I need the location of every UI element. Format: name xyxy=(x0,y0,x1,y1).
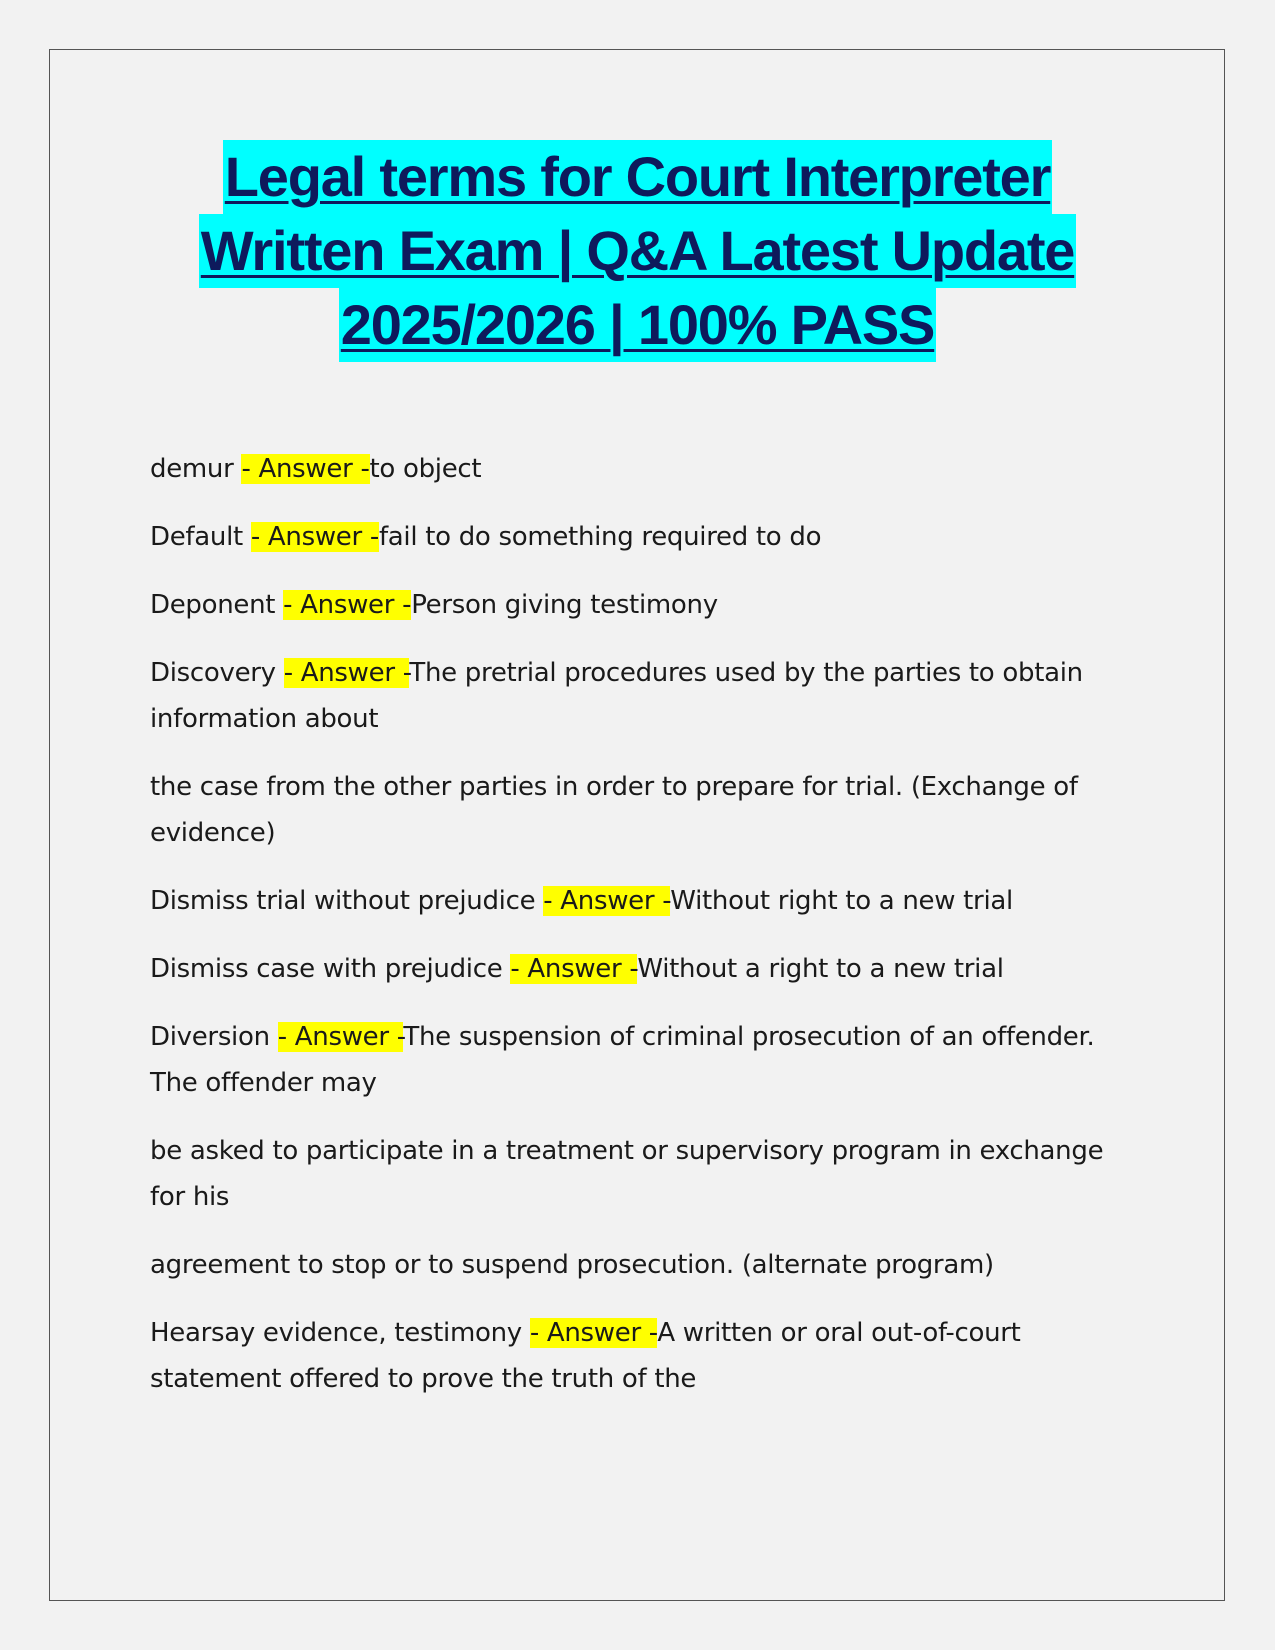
term: Diversion xyxy=(150,1022,278,1052)
answer-marker: - Answer - xyxy=(241,454,370,484)
term: Dismiss case with prejudice xyxy=(150,954,511,984)
qa-continuation: agreement to stop or to suspend prosecution. (alternate program) xyxy=(150,1250,994,1280)
answer-marker: - Answer - xyxy=(529,1318,658,1348)
answer-marker: - Answer - xyxy=(283,590,412,620)
qa-entry xyxy=(150,878,1110,924)
term: demur xyxy=(150,454,242,484)
answer: to object xyxy=(369,454,482,484)
term: Discovery xyxy=(150,658,284,688)
title-line-2: Written Exam | Q&A Latest Update xyxy=(199,214,1076,288)
term: Default xyxy=(150,522,251,552)
answer-marker: - Answer - xyxy=(277,1022,404,1052)
qa-entry xyxy=(150,946,1110,992)
answer-marker: - Answer - xyxy=(510,954,638,984)
document-title xyxy=(100,140,1175,362)
answer: Without a right to a new trial xyxy=(637,954,1004,984)
answer: Without right to a new trial xyxy=(670,886,1013,916)
qa-continuation: be asked to participate in a treatment or supervisory program in exchange for his xyxy=(150,1136,1104,1212)
qa-continuation: the case from the other parties in order to prepare for trial. (Exchange of evidence) xyxy=(150,772,1078,848)
qa-entry xyxy=(150,1310,1110,1402)
answer-marker: - Answer - xyxy=(543,886,671,916)
answer: A written or oral out-of-court statement offered to prove the truth of the xyxy=(150,1318,1021,1394)
answer: fail to do something required to do xyxy=(378,522,822,552)
title-line-3: 2025/2026 | 100% PASS xyxy=(339,288,936,362)
qa-entries xyxy=(150,446,1110,1424)
answer-marker: - Answer - xyxy=(250,522,379,552)
term: Dismiss trial without prejudice xyxy=(150,886,544,916)
term: Hearsay evidence, testimony xyxy=(150,1318,530,1348)
qa-entry xyxy=(150,514,1110,560)
title-line-1: Legal terms for Court Interpreter xyxy=(223,140,1052,214)
qa-entry xyxy=(150,1014,1110,1106)
qa-entry xyxy=(150,446,1110,492)
qa-entry xyxy=(150,582,1110,628)
answer-marker: - Answer - xyxy=(283,658,410,688)
qa-entry xyxy=(150,650,1110,742)
term: Deponent xyxy=(150,590,284,620)
answer: Person giving testimony xyxy=(411,590,718,620)
answer: The suspension of criminal prosecution of an offender. The offender may xyxy=(150,1022,1095,1098)
answer: The pretrial procedures used by the parties to obtain information about xyxy=(150,658,1083,734)
